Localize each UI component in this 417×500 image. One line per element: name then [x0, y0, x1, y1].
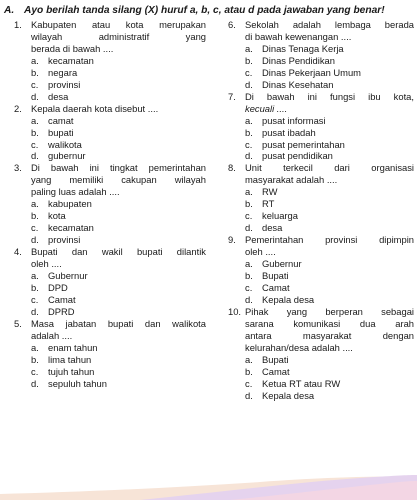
instruction-text: Ayo berilah tanda silang (X) huruf a, b, c, atau d pada jawaban yang benar! — [24, 5, 385, 16]
option-text: keluarga — [262, 210, 298, 222]
option-letter: c. — [31, 365, 39, 377]
option-letter: b. — [245, 54, 253, 66]
option-letter: d. — [245, 389, 253, 401]
option-text: negara — [48, 66, 78, 78]
question-text: Bupati dan wakil bupati dilantik — [31, 246, 206, 258]
question-indent — [228, 246, 245, 258]
question-line — [228, 162, 414, 174]
question-number: 1. — [14, 19, 22, 30]
option-text: desa — [48, 90, 69, 102]
question-line — [14, 103, 206, 115]
option-letter: c. — [245, 281, 253, 293]
question-text: Kepala daerah kota disebut .... — [31, 102, 159, 114]
option-letter: b. — [245, 365, 253, 377]
section-letter: A. — [4, 5, 15, 16]
option-text: Gubernur — [262, 258, 302, 270]
answer-option[interactable] — [245, 282, 414, 294]
option-letter: a. — [245, 353, 253, 365]
answer-option[interactable] — [31, 270, 206, 282]
option-letter: c. — [245, 138, 253, 150]
option-letter: a. — [245, 42, 253, 54]
question-text: di bawah kewenangan .... — [245, 30, 352, 42]
answer-option[interactable] — [245, 186, 414, 198]
option-letter: b. — [245, 126, 253, 138]
option-letter: a. — [245, 258, 253, 270]
answer-option[interactable] — [31, 234, 206, 246]
answer-option[interactable] — [245, 294, 414, 306]
answer-option[interactable] — [245, 127, 414, 139]
answer-option[interactable] — [31, 210, 206, 222]
question-indent — [14, 258, 31, 270]
question-line — [14, 174, 206, 186]
answer-option[interactable] — [245, 150, 414, 162]
question-block — [14, 19, 206, 103]
decorative-wave — [0, 454, 417, 500]
question-line — [14, 19, 206, 31]
question-indent — [228, 31, 245, 43]
option-text: kecamatan — [48, 54, 94, 66]
option-letter: d. — [31, 377, 39, 389]
question-text: berada di bawah .... — [31, 42, 114, 54]
question-line — [14, 186, 206, 198]
answer-option[interactable] — [245, 210, 414, 222]
question-line — [228, 31, 414, 43]
question-indent — [14, 43, 31, 55]
question-block — [228, 234, 414, 306]
answer-option[interactable] — [245, 366, 414, 378]
question-text: Di bawah ini tingkat pemerintahan — [31, 162, 206, 174]
option-text: lima tahun — [48, 353, 92, 365]
answer-options — [228, 115, 414, 163]
exercise-heading — [4, 5, 414, 16]
answer-option[interactable] — [31, 366, 206, 378]
option-text: Camat — [262, 281, 290, 293]
questions-right-column — [228, 19, 414, 402]
option-letter: d. — [245, 222, 253, 234]
option-text: pusat informasi — [262, 114, 326, 126]
option-text: kota — [48, 210, 66, 222]
question-line — [14, 162, 206, 174]
answer-options — [14, 198, 206, 246]
question-line — [228, 174, 414, 186]
answer-option[interactable] — [245, 222, 414, 234]
answer-option[interactable] — [245, 43, 414, 55]
question-line — [228, 19, 414, 31]
question-block — [14, 246, 206, 318]
answer-options — [228, 186, 414, 234]
option-letter: c. — [245, 210, 253, 222]
option-letter: b. — [31, 66, 39, 78]
question-text: Sekolah adalah lembaga berada — [245, 19, 414, 30]
question-text: adalah .... — [31, 329, 73, 341]
question-block — [228, 19, 414, 91]
question-text: wilayah administratif yang — [31, 30, 206, 42]
question-number: 6. — [228, 19, 236, 30]
option-letter: b. — [31, 281, 39, 293]
answer-option[interactable] — [245, 390, 414, 402]
answer-option[interactable] — [245, 354, 414, 366]
option-text: RW — [262, 186, 278, 198]
question-indent — [14, 174, 31, 186]
option-letter: a. — [31, 270, 39, 282]
option-letter: c. — [31, 222, 39, 234]
option-letter: d. — [31, 150, 39, 162]
question-indent — [228, 330, 245, 342]
option-text: camat — [48, 114, 74, 126]
question-number: 8. — [228, 162, 236, 174]
question-indent — [228, 103, 245, 115]
questions-left-column — [14, 19, 206, 390]
option-text: gubernur — [48, 150, 86, 162]
answer-options — [14, 342, 206, 390]
option-text: Camat — [48, 293, 76, 305]
option-text: Kepala desa — [262, 293, 315, 305]
answer-options — [228, 258, 414, 306]
option-text: bupati — [48, 126, 74, 138]
answer-option[interactable] — [31, 150, 206, 162]
option-letter: b. — [31, 353, 39, 365]
question-text: Masa jabatan bupati dan walikota — [31, 317, 206, 329]
option-letter: c. — [31, 138, 39, 150]
option-text: kabupaten — [48, 198, 92, 210]
option-letter: a. — [31, 114, 39, 126]
option-text: desa — [262, 222, 283, 234]
answer-option[interactable] — [31, 139, 206, 151]
question-indent — [14, 31, 31, 43]
question-number: 7. — [228, 90, 236, 102]
option-letter: a. — [245, 186, 253, 198]
option-letter: d. — [245, 293, 253, 305]
option-text: Camat — [262, 365, 290, 377]
option-text: Ketua RT atau RW — [262, 377, 341, 389]
question-line — [14, 31, 206, 43]
question-line — [228, 246, 414, 258]
answer-option[interactable] — [31, 115, 206, 127]
option-letter: a. — [31, 198, 39, 210]
question-indent — [228, 342, 245, 354]
option-text: kecamatan — [48, 222, 94, 234]
question-line — [14, 318, 206, 330]
question-text: masyarakat adalah .... — [245, 174, 338, 186]
option-text: Dinas Pendidikan — [262, 54, 335, 66]
question-block — [14, 318, 206, 390]
answer-option[interactable] — [245, 55, 414, 67]
option-text: sepuluh tahun — [48, 377, 107, 389]
option-letter: a. — [245, 114, 253, 126]
answer-option[interactable] — [245, 270, 414, 282]
option-letter: c. — [31, 293, 39, 305]
option-text: pusat pendidikan — [262, 150, 333, 162]
option-letter: b. — [245, 198, 253, 210]
question-number: 10. — [228, 305, 242, 317]
question-number: 4. — [14, 246, 22, 258]
option-letter: b. — [245, 270, 253, 282]
question-number: 2. — [14, 102, 22, 114]
option-text: pusat ibadah — [262, 126, 316, 138]
option-text: Dinas Pekerjaan Umum — [262, 66, 361, 78]
question-number: 9. — [228, 234, 236, 246]
option-letter: d. — [31, 305, 39, 317]
question-line — [228, 91, 414, 103]
question-line — [228, 342, 414, 354]
question-block — [228, 91, 414, 163]
option-text: walikota — [48, 138, 82, 150]
option-letter: b. — [31, 210, 39, 222]
answer-option[interactable] — [31, 67, 206, 79]
question-line — [228, 306, 414, 318]
question-number: 3. — [14, 162, 22, 174]
option-letter: a. — [31, 54, 39, 66]
answer-option[interactable] — [31, 127, 206, 139]
question-text: Unit terkecil dari organisasi — [245, 162, 414, 174]
answer-options — [14, 270, 206, 318]
answer-option[interactable] — [31, 222, 206, 234]
question-block — [14, 103, 206, 163]
answer-option[interactable] — [245, 79, 414, 91]
question-indent — [14, 330, 31, 342]
answer-option[interactable] — [31, 342, 206, 354]
question-line — [228, 103, 414, 115]
option-text: Dinas Kesehatan — [262, 78, 334, 90]
question-text: Pihak yang berperan sebagai — [245, 305, 414, 317]
answer-options — [14, 115, 206, 163]
option-text: Gubernur — [48, 270, 88, 282]
question-line — [14, 43, 206, 55]
question-indent — [14, 186, 31, 198]
option-letter: c. — [245, 377, 253, 389]
question-text: paling luas adalah .... — [31, 186, 120, 198]
question-line — [228, 234, 414, 246]
answer-option[interactable] — [31, 91, 206, 103]
answer-options — [228, 43, 414, 91]
option-letter: b. — [31, 126, 39, 138]
option-text: pusat pemerintahan — [262, 138, 345, 150]
answer-option[interactable] — [245, 378, 414, 390]
answer-option[interactable] — [31, 198, 206, 210]
question-text: yang memiliki cakupan wilayah — [31, 174, 206, 186]
answer-option[interactable] — [31, 378, 206, 390]
option-text: provinsi — [48, 234, 81, 246]
question-text: Di bawah ini fungsi ibu kota, — [245, 90, 414, 102]
option-text: Bupati — [262, 270, 289, 282]
question-line — [14, 330, 206, 342]
answer-options — [14, 55, 206, 103]
option-letter: d. — [31, 90, 39, 102]
option-text: provinsi — [48, 78, 81, 90]
answer-option[interactable] — [31, 306, 206, 318]
option-text: tujuh tahun — [48, 365, 95, 377]
option-text: Kepala desa — [262, 389, 315, 401]
option-letter: d. — [245, 78, 253, 90]
question-indent — [228, 174, 245, 186]
question-text: kelurahan/desa adalah .... — [245, 341, 353, 353]
option-text: DPRD — [48, 305, 75, 317]
question-text: sarana komunikasi dua arah — [245, 317, 414, 329]
answer-option[interactable] — [245, 258, 414, 270]
question-line — [228, 330, 414, 342]
option-text: DPD — [48, 281, 68, 293]
answer-option[interactable] — [245, 198, 414, 210]
question-text: kecuali .... — [245, 102, 288, 114]
question-text: Pemerintahan provinsi dipimpin — [245, 234, 414, 246]
answer-option[interactable] — [245, 67, 414, 79]
question-text: oleh .... — [31, 258, 62, 270]
question-number: 5. — [14, 317, 22, 329]
question-block — [228, 162, 414, 234]
question-indent — [228, 318, 245, 330]
question-line — [14, 246, 206, 258]
question-block — [14, 162, 206, 246]
option-letter: d. — [31, 234, 39, 246]
option-text: enam tahun — [48, 341, 98, 353]
question-line — [228, 318, 414, 330]
answer-option[interactable] — [31, 79, 206, 91]
question-text: antara masyarakat dengan — [245, 329, 414, 341]
option-text: RT — [262, 198, 275, 210]
answer-option[interactable] — [31, 354, 206, 366]
option-letter: d. — [245, 150, 253, 162]
option-text: Bupati — [262, 353, 289, 365]
answer-option[interactable] — [31, 294, 206, 306]
answer-option[interactable] — [31, 282, 206, 294]
answer-option[interactable] — [245, 139, 414, 151]
answer-option[interactable] — [31, 55, 206, 67]
option-letter: c. — [245, 66, 253, 78]
question-block — [228, 306, 414, 402]
question-line — [14, 258, 206, 270]
question-text: Kabupaten atau kota merupakan — [31, 19, 206, 30]
option-letter: a. — [31, 341, 39, 353]
option-text: Dinas Tenaga Kerja — [262, 42, 344, 54]
option-letter: c. — [31, 78, 39, 90]
question-text: oleh .... — [245, 246, 276, 258]
answer-options — [228, 354, 414, 402]
answer-option[interactable] — [245, 115, 414, 127]
